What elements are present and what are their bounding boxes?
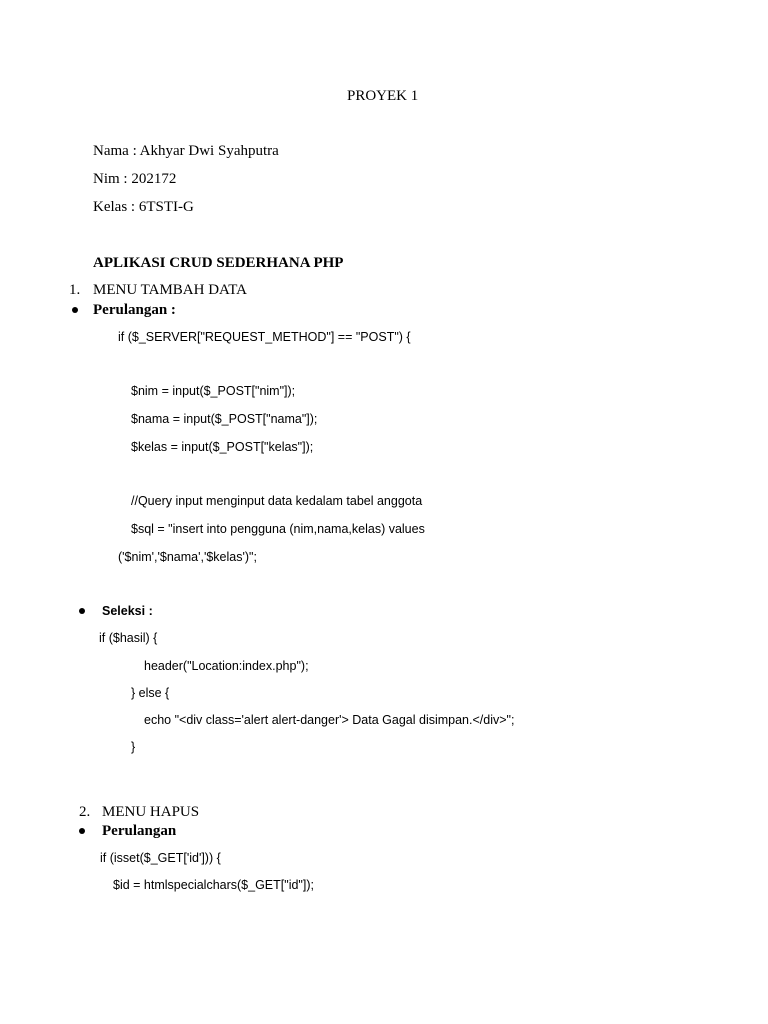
- code-line: ('$nim','$nama','$kelas')";: [118, 550, 257, 564]
- page-title: PROYEK 1: [347, 88, 419, 104]
- section1-number: 1.: [69, 282, 81, 298]
- code-line: //Query input menginput data kedalam tabel anggota: [131, 494, 423, 508]
- code-line: }: [131, 740, 136, 754]
- code-line: } else {: [131, 686, 170, 700]
- code-line: $sql = "insert into pengguna (nim,nama,kelas) values: [131, 522, 425, 536]
- bullet-icon: [79, 608, 85, 614]
- code-line: $nama = input($_POST["nama"]);: [131, 412, 318, 426]
- section2-perulangan-label: Perulangan: [102, 823, 177, 839]
- section1-seleksi-label: Seleksi :: [102, 604, 153, 618]
- code-line: if ($_SERVER["REQUEST_METHOD"] == "POST") {: [118, 330, 411, 344]
- code-line: if ($hasil) {: [99, 631, 158, 645]
- code-line: $kelas = input($_POST["kelas"]);: [131, 440, 314, 454]
- code-line: $nim = input($_POST["nim"]);: [131, 384, 296, 398]
- code-line: echo "<div class='alert alert-danger'> Data Gagal disimpan.</div>";: [144, 713, 515, 727]
- code-line: if (isset($_GET['id'])) {: [100, 851, 221, 865]
- section1-perulangan-label: Perulangan :: [93, 302, 176, 318]
- section2-number: 2.: [79, 804, 91, 820]
- student-name: Nama : Akhyar Dwi Syahputra: [93, 143, 279, 159]
- bullet-icon: [79, 828, 85, 834]
- code-line: $id = htmlspecialchars($_GET["id"]);: [113, 878, 314, 892]
- section2-title: MENU HAPUS: [102, 804, 200, 820]
- student-class: Kelas : 6TSTI-G: [93, 199, 194, 215]
- code-line: header("Location:index.php");: [144, 659, 309, 673]
- document-heading: APLIKASI CRUD SEDERHANA PHP: [93, 255, 344, 271]
- section1-title: MENU TAMBAH DATA: [93, 282, 247, 298]
- student-nim: Nim : 202172: [93, 171, 177, 187]
- bullet-icon: [72, 307, 78, 313]
